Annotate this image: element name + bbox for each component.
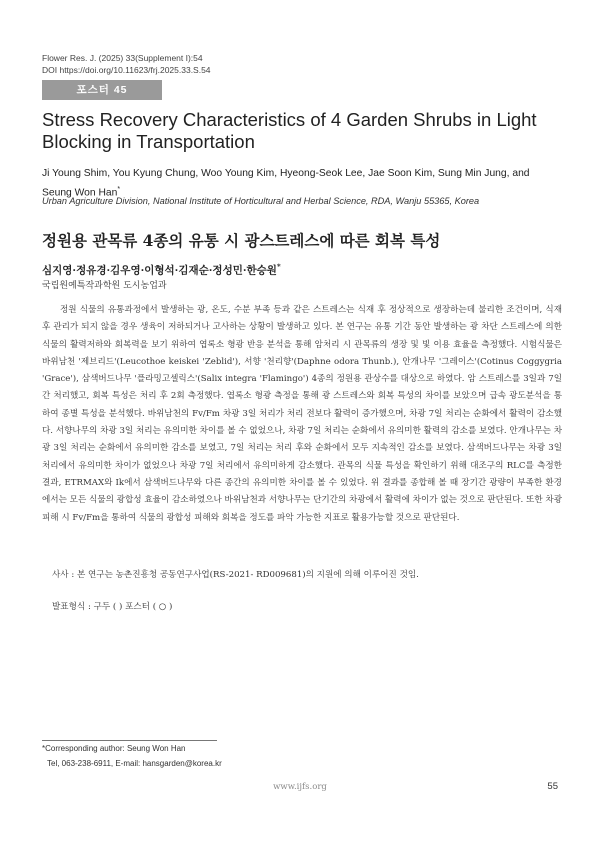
affiliation-korean: 국립원예특작과학원 도시농업과 <box>42 281 167 291</box>
page-number: 55 <box>547 781 558 792</box>
doi-line: DOI https://doi.org/10.11623/frj.2025.33.S.54 <box>42 65 211 75</box>
title-korean: 정원용 관목류 4종의 유통 시 광스트레스에 따른 회복 특성 <box>42 231 441 250</box>
abstract-body: 정원 식물의 유통과정에서 발생하는 광, 온도, 수분 부족 등과 같은 스트레스는 식재 후 정상적으로 생장하는데 불리한 조건이며, 식재 후 관리가 되지 않을 경우 생육이 저하되거나 고사하는 상황이 발생하고 있다. 본 연구는 유통 기간 동안 발생하는 광 차단 스트레스에 의한 식물의 활력저하와 회복력을 보기 위하여 엽록소 형광 반응 분석을 통해 암처리 시 관목류의 생장 및 빛 이용 효율을 측정했다. 시험식물은 바위남천 '제브리드'(Leucothoe keiskei 'Zeblid'), 서향 '천리향'(Daphne odora Thunb.), 안개나무 '그레이스'(Cotinus Coggygria 'Grace'), 삼색버드나무 '플라밍고셀릭스'(Salix integra 'Flamingo') 4종의 정원용 관상수를 대상으로 하였다. 암 스트레스를 3일과 7일 간 처리했고, 회복 특성은 처리 후 2회 측정했다. 엽록소 형광 측정을 통해 광 스트레스와 회복 특성의 차이를 보았으며 급속 광도분석을 통하여 종별 특성을 분석했다. 바위남천의 Fv/Fm 차광 3일 처리가 처리 전보다 활력이 증가했으며, 차광 7일 처리는 순화에서 활력이 감소했다. 서향나무의 차광 3일 처리는 유의미한 차이를 볼 수 없었으나, 차광 7일 처리는 순화에서 유의미한 활력의 감소를 보였다. 안개나무는 차광 3일 처리는 순화에서 유의미한 감소를 보였고, 7일 처리는 처리 후와 순화에서 모두 지속적인 감소를 보였다. 삼색버드나무는 차광 3일 처리에서 유의미한 차이가 없었으나 차광 7일 처리에서 유의미하게 감소했다. 관목의 식물 특성을 확인하기 위해 대조구의 RLC를 측정한 결과, ETRMAX와 Ik에서 삼색버드나무와 다른 종간의 유의미한 차이를 볼 수 있었다. 위 결과를 종합해 볼 때 장기간 광량이 부족한 환경에서는 모든 식물의 광합성 효율이 감소하였으나 바위남천과 서향나무는 단기간의 차광에서 활력에 차이가 없는 것으로 판단된다. 또한 차광 피해 시 Fv/Fm을 통하여 식물의 광합성 피해와 회복을 정도를 파악 가능한 지표로 활용가능할 것으로 판단된다. <box>42 305 562 523</box>
poster-label-bar <box>42 80 162 100</box>
authors-korean-text: 심지영·정유경·김우영·이형석·김재순·정성민·한승원 <box>42 264 277 277</box>
corresponding-mark-ko: * <box>276 262 281 271</box>
journal-website: www.ijfs.org <box>273 782 327 792</box>
footnote-rule <box>42 740 217 741</box>
journal-citation: Flower Res. J. (2025) 33(Supplement I):54 <box>42 53 203 63</box>
title-english: Stress Recovery Characteristics of 4 Garden Shrubs in Light Blocking in Transportation <box>42 109 537 152</box>
presentation-type: 발표형식 : 구두 ( ) 포스터 ( ○ ) <box>52 602 173 612</box>
poster-label: 포스터 45 <box>76 84 128 96</box>
corresponding-mark-en: * <box>117 185 121 193</box>
authors-korean <box>42 262 281 278</box>
acknowledgment: 사사 : 본 연구는 농촌진흥청 공동연구사업(RS-2021- RD009681)의 지원에 의해 이루어진 것임. <box>52 570 419 580</box>
corresponding-author: *Corresponding author: Seung Won Han <box>42 744 186 753</box>
authors-english-text: Ji Young Shim, You Kyung Chung, Woo Young Kim, Hyeong-Seok Lee, Jae Soon Kim, Sung Min Jung, and Seung Won Han <box>42 168 530 198</box>
corresponding-contact: Tel, 063-238-6911, E-mail: hansgarden@korea.kr <box>47 759 222 768</box>
affiliation-english: Urban Agriculture Division, National Institute of Horticultural and Herbal Science, RDA, Wanju 55365, Korea <box>42 196 480 206</box>
journal-header <box>42 52 211 76</box>
